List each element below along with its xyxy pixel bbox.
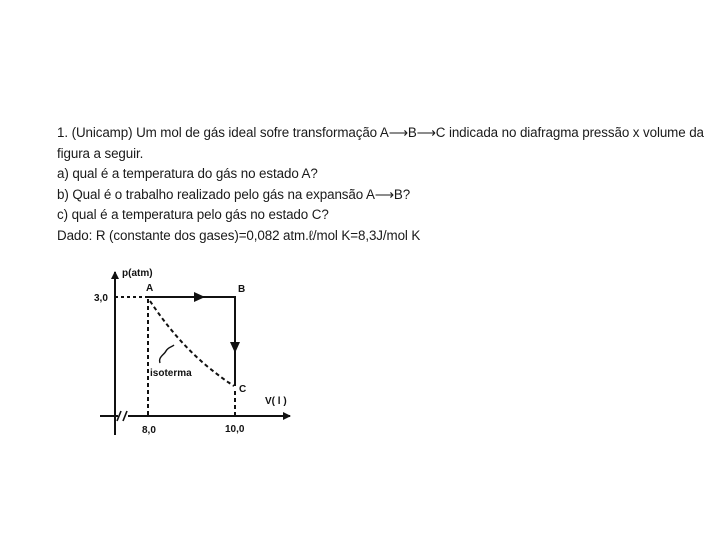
process-bc-arrow	[230, 342, 240, 353]
x-axis	[100, 411, 290, 421]
x-axis-label: V( l )	[265, 396, 287, 407]
question-text	[57, 123, 704, 246]
question-line: a) qual é a temperatura do gás no estado A?	[57, 166, 318, 181]
x-tick-label-8: 8,0	[142, 425, 156, 436]
point-a-label: A	[146, 283, 154, 294]
question-line: c) qual é a temperatura pelo gás no estado C?	[57, 207, 329, 222]
question-line: 1. (Unicamp) Um mol de gás ideal sofre transformação A⟶B⟶C indicada no diafragma pressão x volume da	[57, 125, 704, 140]
x-tick-label-10: 10,0	[225, 424, 245, 435]
question-line: Dado: R (constante dos gases)=0,082 atm.ℓ/mol K=8,3J/mol K	[57, 227, 421, 243]
point-b-label: B	[238, 284, 246, 295]
pv-diagram-svg	[88, 265, 316, 443]
point-c-label: C	[239, 384, 247, 395]
isotherm-pointer	[160, 345, 174, 363]
y-axis-label: p(atm)	[122, 268, 153, 279]
isotherm-label: isoterma	[150, 368, 192, 379]
process-ab-arrow	[194, 292, 205, 302]
y-tick-label: 3,0	[94, 293, 108, 304]
question-line: figura a seguir.	[57, 145, 144, 161]
pv-diagram	[88, 265, 316, 443]
question-line: b) Qual é o trabalho realizado pelo gás na expansão A⟶B?	[57, 186, 411, 202]
